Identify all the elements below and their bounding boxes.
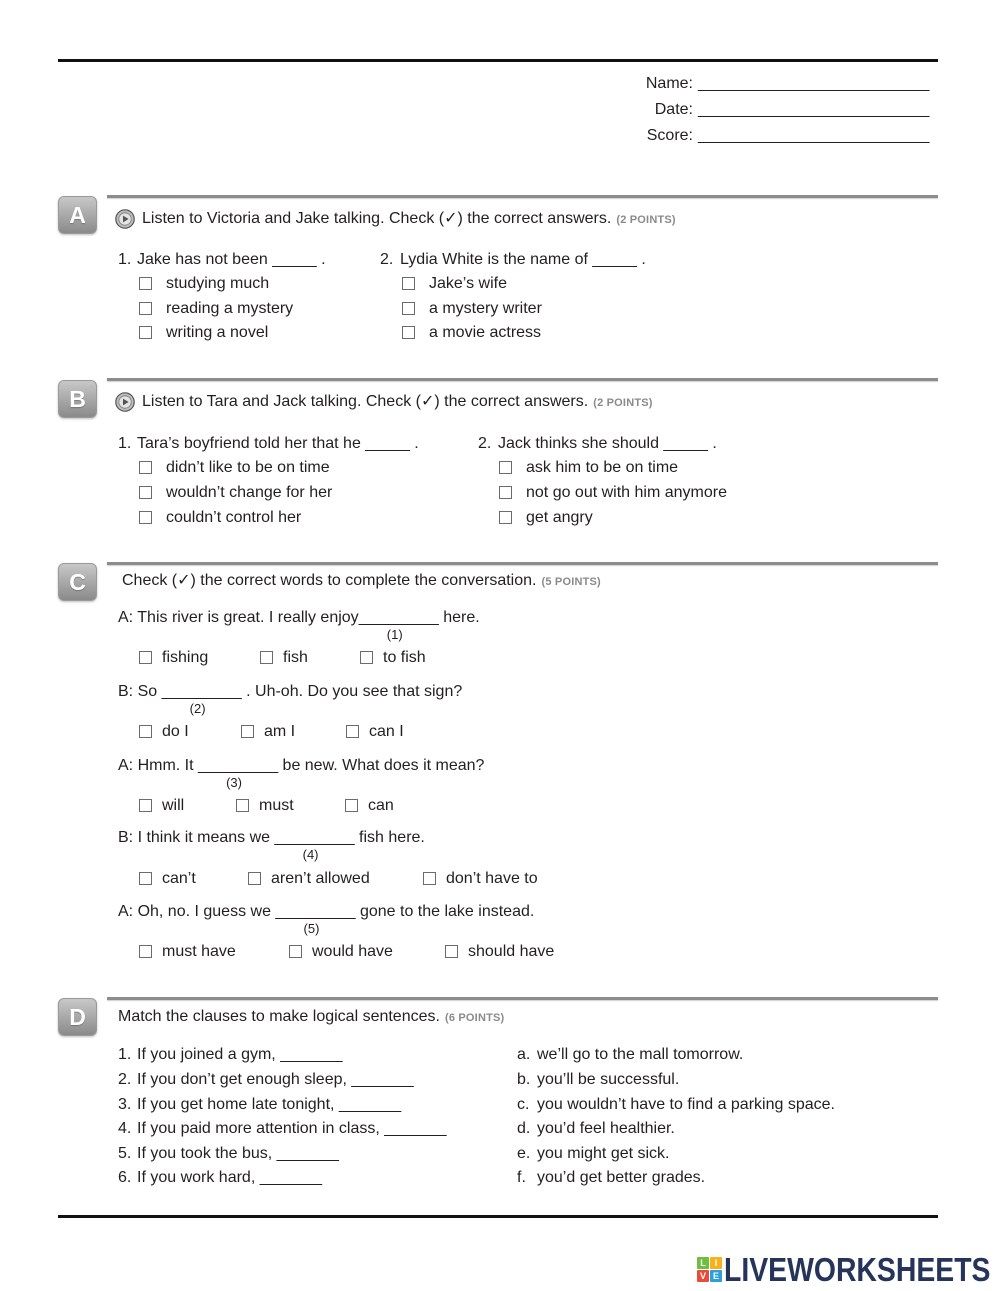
checkbox[interactable] <box>241 725 254 738</box>
top-rule <box>58 59 938 62</box>
question-b1 <box>118 435 419 453</box>
option-do-i[interactable] <box>139 723 189 741</box>
question-a1 <box>118 251 326 269</box>
section-a-points: (2 POINTS) <box>616 214 676 226</box>
checkbox[interactable] <box>260 651 273 664</box>
option-label: fishing <box>162 649 209 666</box>
clause-number: 2. <box>118 1071 132 1088</box>
conversation-line-5 <box>118 903 535 936</box>
checkbox[interactable] <box>139 651 152 664</box>
section-d-badge: D <box>58 998 97 1036</box>
checkbox[interactable] <box>499 511 512 524</box>
clause-5 <box>118 1145 339 1163</box>
clause-number: 1. <box>118 1046 132 1063</box>
question-b2 <box>478 435 717 453</box>
blank-underline: _________ <box>275 903 356 920</box>
option-didnt-like-to-be-on-time[interactable] <box>139 459 330 477</box>
blank-number: (4) <box>302 847 319 862</box>
ending-text: we’ll go to the mall tomorrow. <box>537 1046 744 1063</box>
checkbox[interactable] <box>139 302 152 315</box>
section-b-badge: B <box>58 380 97 418</box>
logo-block-e: E <box>710 1270 722 1282</box>
option-am-i[interactable] <box>241 723 295 741</box>
clause-answer-blank[interactable]: _______ <box>351 1071 414 1088</box>
option-label: a mystery writer <box>429 300 542 317</box>
option-label: to fish <box>383 649 426 666</box>
name-label: Name: <box>645 75 693 92</box>
option-a-mystery-writer[interactable] <box>402 300 542 318</box>
option-must-have[interactable] <box>139 943 236 961</box>
option-label: Jake’s wife <box>429 275 507 292</box>
ending-b <box>517 1071 679 1089</box>
option-ask-him-to-be-on-time[interactable] <box>499 459 678 477</box>
option-wouldnt-change-for-her[interactable] <box>139 484 332 502</box>
option-get-angry[interactable] <box>499 509 593 527</box>
checkbox[interactable] <box>445 945 458 958</box>
ending-text: you’ll be successful. <box>537 1071 680 1088</box>
question-number: 1. <box>118 435 132 452</box>
option-label: studying much <box>166 275 270 292</box>
clause-answer-blank[interactable]: _______ <box>384 1120 447 1137</box>
blank-number: (3) <box>226 775 242 790</box>
conversation-line-3 <box>118 757 485 790</box>
ending-text: you’d feel healthier. <box>537 1120 675 1137</box>
option-label: wouldn’t change for her <box>166 484 333 501</box>
date-field[interactable]: __________________________ <box>698 101 930 118</box>
ending-letter: b. <box>517 1071 531 1088</box>
clause-2 <box>118 1071 414 1089</box>
option-fishing[interactable] <box>139 649 208 667</box>
checkbox[interactable] <box>139 872 152 885</box>
blank-4 <box>274 829 355 862</box>
ending-letter: e. <box>517 1145 531 1162</box>
clause-answer-blank[interactable]: _______ <box>338 1096 402 1113</box>
section-c-points: (5 POINTS) <box>541 576 601 588</box>
blank-1 <box>358 609 439 642</box>
ending-letter: a. <box>517 1046 531 1063</box>
section-d-points: (6 POINTS) <box>444 1012 505 1024</box>
conversation-line-4 <box>118 829 425 862</box>
liveworksheets-logo-text: LIVEWORKSHEETS <box>724 1251 991 1288</box>
score-label: Score: <box>646 127 693 144</box>
clause-4 <box>118 1120 447 1138</box>
conversation-line-2 <box>118 683 463 716</box>
clause-1 <box>118 1046 342 1064</box>
checkbox[interactable] <box>139 725 152 738</box>
option-jakes-wife[interactable] <box>402 275 507 293</box>
line-text-after: be new. What does it mean? <box>278 757 485 774</box>
section-b-instruction <box>142 393 653 412</box>
blank-underline: _________ <box>161 683 242 700</box>
option-label: didn’t like to be on time <box>166 459 330 476</box>
option-label: must have <box>162 943 236 960</box>
option-label: can’t <box>162 870 196 887</box>
option-label: fish <box>283 649 308 666</box>
question-number: 2. <box>478 435 492 452</box>
ending-e <box>517 1145 670 1163</box>
option-couldnt-control-her[interactable] <box>139 509 301 527</box>
section-a-instruction-text: Listen to Victoria and Jake talking. Check (✓) the correct answers. <box>142 210 612 227</box>
blank-number: (2) <box>189 701 206 716</box>
option-label: a movie actress <box>429 324 542 341</box>
option-label: would have <box>312 943 393 960</box>
section-d-instruction <box>118 1008 504 1027</box>
option-can-i[interactable] <box>346 723 404 741</box>
section-c-instruction-text: Check (✓) the correct words to complete the conversation. <box>122 572 537 589</box>
line-text-before: A: Hmm. It <box>118 757 198 774</box>
checkbox[interactable] <box>139 486 152 499</box>
ending-text: you might get sick. <box>537 1145 670 1162</box>
section-a-instruction <box>142 210 676 229</box>
checkbox[interactable] <box>139 511 152 524</box>
option-label: aren’t allowed <box>271 870 370 887</box>
option-label: writing a novel <box>166 324 269 341</box>
option-label: not go out with him anymore <box>526 484 727 501</box>
option-fish[interactable] <box>260 649 308 667</box>
clause-text: If you took the bus, <box>137 1145 277 1162</box>
clause-text: If you joined a gym, <box>137 1046 281 1063</box>
question-text: Tara’s boyfriend told her that he _____ . <box>137 435 419 452</box>
blank-underline: _________ <box>274 829 355 846</box>
blank-3 <box>198 757 279 790</box>
clause-3 <box>118 1096 401 1114</box>
blank-number: (5) <box>303 921 320 936</box>
checkbox[interactable] <box>402 302 415 315</box>
clause-answer-blank[interactable]: _______ <box>259 1169 323 1186</box>
audio-play-icon-graphic <box>115 209 135 229</box>
clause-number: 5. <box>118 1145 132 1162</box>
blank-2 <box>161 683 242 716</box>
section-b-instruction-text: Listen to Tara and Jack talking. Check (✓) the correct answers. <box>142 393 589 410</box>
option-would-have[interactable] <box>289 943 393 961</box>
clause-text: If you work hard, <box>137 1169 260 1186</box>
checkbox[interactable] <box>402 326 415 339</box>
ending-f <box>517 1169 705 1187</box>
checkbox[interactable] <box>139 277 152 290</box>
option-writing-a-novel[interactable] <box>139 324 268 342</box>
line-text-after: . Uh-oh. Do you see that sign? <box>241 683 463 700</box>
option-can[interactable] <box>345 797 394 815</box>
option-label: reading a mystery <box>166 300 294 317</box>
clause-answer-blank[interactable]: _______ <box>280 1046 343 1063</box>
option-will[interactable] <box>139 797 184 815</box>
ending-text: you wouldn’t have to find a parking space. <box>537 1096 835 1113</box>
section-b-rule <box>107 378 938 381</box>
section-c-badge: C <box>58 563 97 601</box>
option-label: will <box>162 797 185 814</box>
checkbox[interactable] <box>289 945 302 958</box>
clause-number: 3. <box>118 1096 132 1113</box>
checkbox[interactable] <box>346 725 359 738</box>
option-cant[interactable] <box>139 870 196 888</box>
option-label: couldn’t control her <box>166 509 302 526</box>
blank-underline: _________ <box>358 609 439 626</box>
line-text-before: B: So <box>118 683 162 700</box>
ending-d <box>517 1120 675 1138</box>
clause-number: 6. <box>118 1169 132 1186</box>
clause-text: If you don’t get enough sleep, <box>137 1071 352 1088</box>
option-dont-have-to[interactable] <box>423 870 538 888</box>
bottom-rule <box>58 1215 938 1218</box>
section-d-rule <box>107 997 938 1000</box>
checkbox[interactable] <box>423 872 436 885</box>
clause-6 <box>118 1169 322 1187</box>
ending-text: you’d get better grades. <box>537 1169 706 1186</box>
checkbox[interactable] <box>499 461 512 474</box>
option-label: do I <box>162 723 189 740</box>
option-label: can <box>368 797 394 814</box>
logo-block-i: I <box>710 1257 722 1269</box>
ending-letter: c. <box>517 1096 530 1113</box>
audio-play-icon-graphic <box>115 392 135 412</box>
question-text: Jack thinks she should _____ . <box>498 435 717 452</box>
question-a2 <box>380 251 646 269</box>
clause-text: If you get home late tonight, <box>137 1096 339 1113</box>
section-c-instruction <box>122 572 601 591</box>
ending-c <box>517 1096 835 1114</box>
section-c-rule <box>107 562 938 565</box>
option-label: must <box>259 797 294 814</box>
ending-a <box>517 1046 743 1064</box>
option-to-fish[interactable] <box>360 649 426 667</box>
checkbox[interactable] <box>360 651 373 664</box>
checkbox[interactable] <box>236 799 249 812</box>
option-label: can I <box>369 723 404 740</box>
blank-number: (1) <box>386 627 403 642</box>
clause-number: 4. <box>118 1120 132 1137</box>
logo-block-v: V <box>697 1270 709 1282</box>
question-text: Jake has not been _____ . <box>137 251 326 268</box>
logo-block-l: L <box>697 1257 709 1269</box>
name-field[interactable]: __________________________ <box>698 75 930 92</box>
date-label: Date: <box>654 101 693 118</box>
option-label: don’t have to <box>446 870 538 887</box>
option-arent-allowed[interactable] <box>248 870 370 888</box>
line-text-after: gone to the lake instead. <box>355 903 535 920</box>
option-studying-much[interactable] <box>139 275 269 293</box>
option-must[interactable] <box>236 797 294 815</box>
option-reading-a-mystery[interactable] <box>139 300 293 318</box>
blank-underline: _________ <box>198 757 279 774</box>
audio-play-icon[interactable] <box>115 209 135 229</box>
checkbox[interactable] <box>139 461 152 474</box>
section-a-badge: A <box>58 196 97 234</box>
section-a-rule <box>107 195 938 198</box>
checkbox[interactable] <box>248 872 261 885</box>
line-text-before: A: Oh, no. I guess we <box>118 903 276 920</box>
checkbox[interactable] <box>139 799 152 812</box>
option-a-movie-actress[interactable] <box>402 324 541 342</box>
question-number: 2. <box>380 251 394 268</box>
liveworksheets-logo-icon <box>697 1257 722 1282</box>
line-text-before: B: I think it means we <box>118 829 275 846</box>
question-text: Lydia White is the name of _____ . <box>400 251 646 268</box>
option-should-have[interactable] <box>445 943 554 961</box>
checkbox[interactable] <box>345 799 358 812</box>
option-label: am I <box>264 723 296 740</box>
clause-text: If you paid more attention in class, <box>137 1120 385 1137</box>
question-number: 1. <box>118 251 132 268</box>
conversation-line-1 <box>118 609 480 642</box>
option-label: get angry <box>526 509 593 526</box>
option-label: should have <box>468 943 555 960</box>
checkbox[interactable] <box>139 326 152 339</box>
ending-letter: d. <box>517 1120 531 1137</box>
line-text-after: here. <box>438 609 480 626</box>
section-d-instruction-text: Match the clauses to make logical sentences. <box>118 1008 440 1025</box>
option-not-go-out-with-him[interactable] <box>499 484 727 502</box>
ending-letter: f. <box>517 1169 526 1186</box>
option-label: ask him to be on time <box>526 459 679 476</box>
blank-5 <box>275 903 356 936</box>
line-text-before: A: This river is great. I really enjoy <box>118 609 359 626</box>
score-field[interactable]: __________________________ <box>698 127 930 144</box>
line-text-after: fish here. <box>354 829 425 846</box>
checkbox[interactable] <box>402 277 415 290</box>
checkbox[interactable] <box>499 486 512 499</box>
section-b-points: (2 POINTS) <box>593 397 653 409</box>
checkbox[interactable] <box>139 945 152 958</box>
audio-play-icon[interactable] <box>115 392 135 412</box>
clause-answer-blank[interactable]: _______ <box>276 1145 339 1162</box>
